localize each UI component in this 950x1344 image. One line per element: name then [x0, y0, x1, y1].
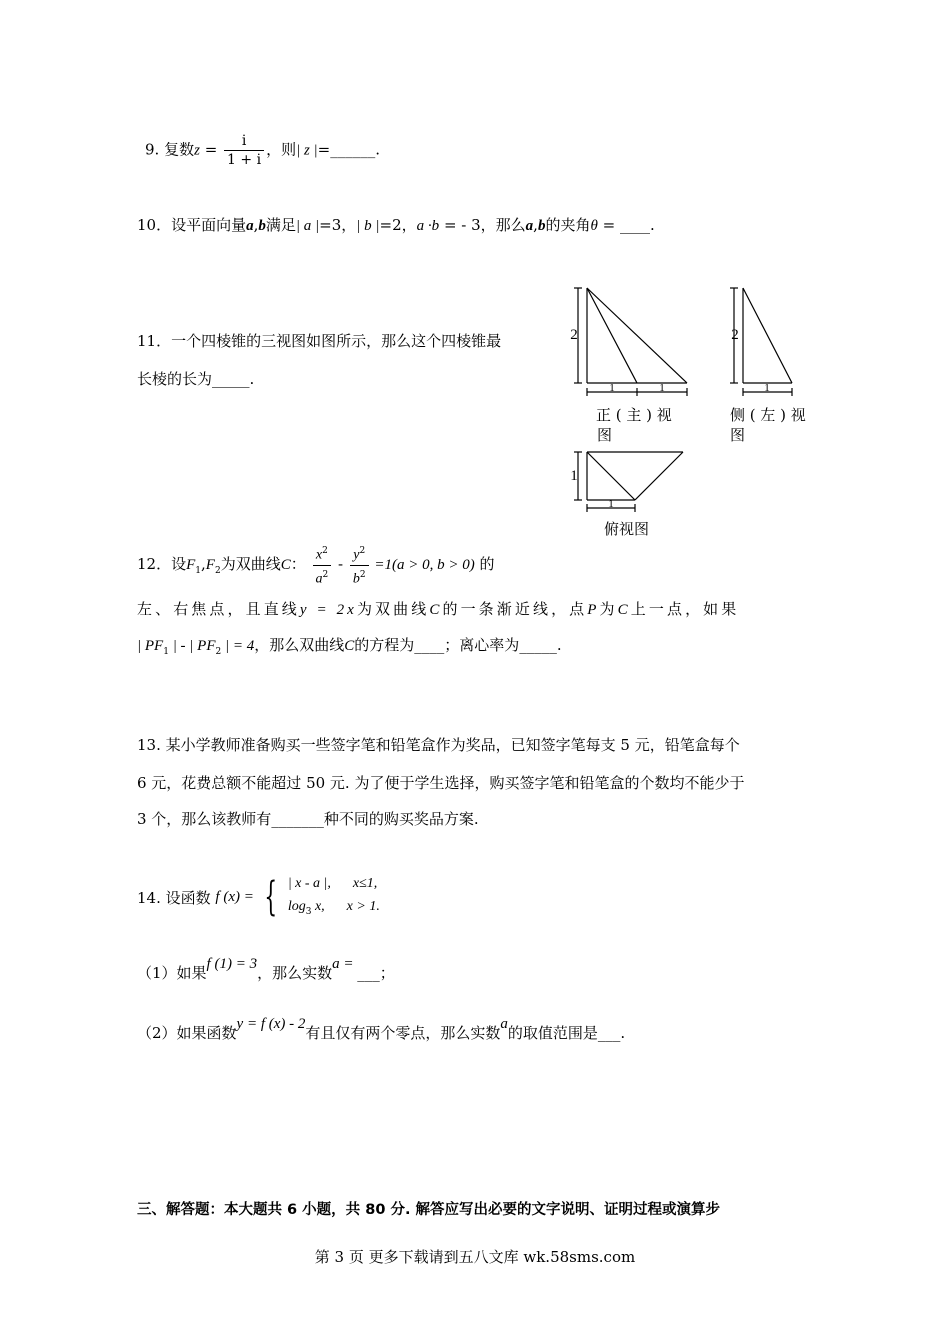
- question-9: 9. 复数z = $\frac{i}{1 + i}$ ，则| z |=______.: [145, 133, 381, 168]
- section-3-heading: 三、解答题：本大题共 6 小题，共 80 分. 解答应写出必要的文字说明、证明过程或演算步: [137, 1202, 721, 1218]
- question-13-line2: 6 元，花费总额不能超过 50 元. 为了便于学生选择，购买签字笔和铅笔盒的个数均不能少于: [137, 774, 745, 792]
- question-14: 14. 设函数 f (x) = { | x - a |, x≤1, $\log_3 x$, x > 1.: [137, 872, 380, 923]
- top-view: [574, 452, 683, 512]
- side-height-label: 2: [731, 327, 739, 343]
- front-base-label-1: 1: [609, 382, 615, 394]
- question-12-line3: | $PF_1$ | - | $PF_2$ | = 4，那么双曲线C的方程为____；离心率为_____.: [137, 636, 562, 657]
- question-12-line1: 12．设$F_1,F_2$为双曲线C： $\frac{x^2}{a^2}$ - $\frac{y^2}{b^2}$ =1(a > 0, b > 0) 的: [137, 542, 494, 588]
- front-caption-2: 图: [597, 426, 613, 444]
- question-10: 10．设平面向量a,b满足| a |=3，| b |=2，a ·b = - 3，那么a,b的夹角θ = ____.: [137, 216, 655, 234]
- question-11-line2: 长棱的长为_____.: [137, 370, 255, 388]
- top-height-label: 1: [570, 468, 578, 484]
- question-11-line1: 11．一个四棱锥的三视图如图所示，那么这个四棱锥最: [137, 332, 502, 350]
- answer-blank: ___: [357, 964, 380, 982]
- side-base-label: 1: [764, 382, 770, 394]
- answer-blank: _____: [519, 636, 557, 654]
- answer-blank: _______: [271, 810, 324, 828]
- side-caption: 侧 ( 左 ) 视: [730, 406, 806, 424]
- question-14-part2: （2）如果函数y = f (x) - 2有且仅有两个零点，那么实数a的取值范围是___.: [137, 1016, 626, 1042]
- question-13-line3: 3 个，那么该教师有_______种不同的购买奖品方案.: [137, 810, 479, 828]
- fraction: $\frac{i}{1 + i}$: [224, 132, 264, 169]
- side-view: [730, 288, 792, 396]
- answer-blank: ___: [597, 1024, 621, 1042]
- front-caption: 正 ( 主 ) 视: [596, 406, 672, 424]
- three-view-figure: [560, 280, 840, 545]
- question-12-line2: 左、右焦点，且直线y = 2x为双曲线C的一条渐近线，点P为C上一点，如果: [137, 600, 740, 618]
- answer-blank: ____: [414, 636, 445, 654]
- front-base-label-2: 1: [659, 382, 665, 394]
- top-caption: 俯视图: [604, 520, 650, 538]
- answer-blank: ______: [330, 140, 376, 159]
- question-14-part1: （1）如果f (1) = 3，那么实数a = ___；: [137, 956, 395, 982]
- front-height-label: 2: [570, 327, 578, 343]
- side-caption-2: 图: [730, 426, 746, 444]
- piecewise-brace: {: [263, 874, 277, 921]
- front-view: [574, 288, 687, 396]
- answer-blank: ____: [619, 216, 650, 234]
- answer-blank: _____: [212, 370, 250, 388]
- top-base-label: 1: [608, 498, 614, 510]
- piecewise-cases: | x - a |, x≤1, $\log_3 x$, x > 1.: [287, 876, 380, 917]
- question-13-line1: 13. 某小学教师准备购买一些签字笔和铅笔盒作为奖品，已知签字笔每支 5 元，铅笔盒每个: [137, 736, 740, 754]
- page-footer: 第 3 页 更多下载请到五八文库 wk.58sms.com: [314, 1248, 636, 1266]
